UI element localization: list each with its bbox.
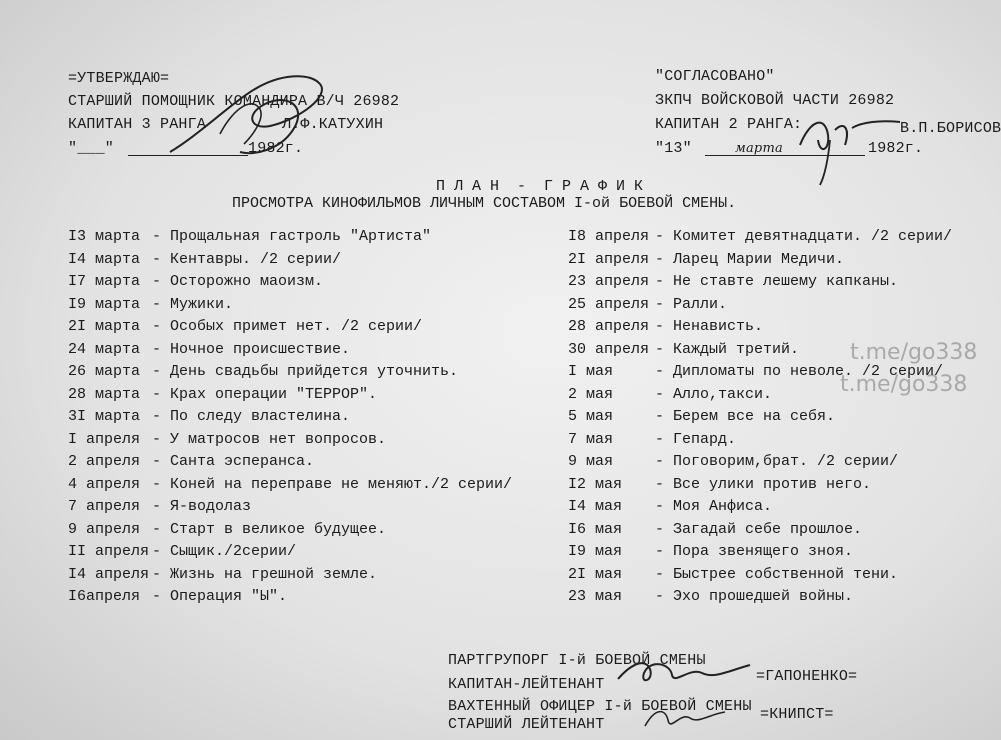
schedule-left-film: - Я-водолаз bbox=[152, 498, 252, 515]
watermark-text-2: t.me/go338 bbox=[840, 372, 968, 397]
schedule-right-date: 23 апреля bbox=[568, 273, 650, 290]
schedule-left-date: 2 апреля bbox=[68, 453, 141, 470]
agree-position: ЗКПЧ ВОЙСКОВОЙ ЧАСТИ 26982 bbox=[655, 92, 895, 109]
schedule-left-date: I7 марта bbox=[68, 273, 141, 290]
schedule-left-film: - Ночное происшествие. bbox=[152, 340, 351, 358]
schedule-left-film: - Сыщик./2серии/ bbox=[152, 543, 297, 560]
schedule-left-film: - День свадьбы прийдется уточнить. bbox=[152, 363, 459, 380]
schedule-left-film: - У матросов нет вопросов. bbox=[152, 430, 387, 448]
schedule-left-film: - Кентавры. /2 серии/ bbox=[152, 250, 342, 268]
schedule-right-film: - Все улики против него. bbox=[655, 475, 872, 493]
schedule-left-date: 4 апреля bbox=[68, 475, 141, 493]
schedule-right-date: 5 мая bbox=[568, 408, 614, 425]
schedule-right-date: 7 мая bbox=[568, 430, 614, 448]
schedule-left-date: 24 марта bbox=[68, 340, 141, 358]
schedule-right-film: - Загадай себе прошлое. bbox=[655, 520, 863, 538]
agree-date: "13" bbox=[655, 140, 692, 157]
approve-heading: =УТВЕРЖДАЮ= bbox=[68, 70, 170, 87]
schedule-right-film: - Поговорим,брат. /2 серии/ bbox=[655, 453, 899, 470]
schedule-right-date: I4 мая bbox=[568, 498, 623, 515]
schedule-left-film: - Осторожно маоизм. bbox=[152, 273, 324, 290]
schedule-right-film: - Комитет девятнадцати. /2 серии/ bbox=[655, 228, 953, 245]
schedule-left-film: - Старт в великое будущее. bbox=[152, 520, 387, 538]
schedule-right-date: 25 апреля bbox=[568, 295, 650, 313]
agree-year: 1982г. bbox=[868, 140, 924, 157]
footer-signature-2 bbox=[640, 698, 730, 738]
schedule-left-film: - Коней на переправе не меняют./2 серии/ bbox=[152, 475, 513, 493]
schedule-left-film: - По следу властелина. bbox=[152, 408, 351, 425]
schedule-right-film: - Берем все на себя. bbox=[655, 408, 836, 425]
schedule-right-film: - Ларец Марии Медичи. bbox=[655, 250, 845, 268]
footer-line-4: СТАРШИЙ ЛЕЙТЕНАНТ bbox=[448, 716, 605, 733]
schedule-left-film: - Жизнь на грешной земле. bbox=[152, 565, 378, 583]
schedule-left-date: 2I марта bbox=[68, 318, 141, 335]
doc-title: П Л А Н - Г Р А Ф И К bbox=[436, 178, 644, 195]
schedule-right-film: - Каждый третий. bbox=[655, 340, 800, 358]
agree-rank: КАПИТАН 2 РАНГА: bbox=[655, 116, 803, 133]
agree-month: марта bbox=[735, 141, 783, 156]
schedule-right-date: I6 мая bbox=[568, 520, 623, 538]
schedule-left-film: - Крах операции "ТЕРРОР". bbox=[152, 385, 378, 403]
schedule-right-film: - Ненависть. bbox=[655, 318, 764, 335]
schedule-left-film: - Мужики. bbox=[152, 295, 234, 313]
approve-rank: КАПИТАН 3 РАНГА bbox=[68, 116, 207, 133]
agree-signature bbox=[790, 100, 910, 190]
approve-signature bbox=[160, 64, 350, 164]
schedule-left-date: I3 марта bbox=[68, 228, 141, 245]
approve-position: СТАРШИЙ ПОМОЩНИК КОМАНДИРА В/Ч 26982 bbox=[68, 93, 400, 110]
schedule-left-film: - Прощальная гастроль "Артиста" bbox=[152, 228, 432, 245]
schedule-right-film: - Эхо прошедшей войны. bbox=[655, 588, 854, 605]
footer-name-1: =ГАПОНЕНКО= bbox=[756, 668, 858, 685]
schedule-right-film: - Не ставте лешему капканы. bbox=[655, 273, 899, 290]
schedule-left-date: I9 марта bbox=[68, 295, 141, 313]
approve-year: 1982г. bbox=[248, 140, 304, 157]
schedule-left-date: I6апреля bbox=[68, 588, 141, 605]
agree-heading: "СОГЛАСОВАНО" bbox=[655, 68, 775, 85]
watermark-text-1: t.me/go338 bbox=[850, 340, 978, 365]
schedule-left-date: I4 марта bbox=[68, 250, 141, 268]
schedule-right-date: I9 мая bbox=[568, 543, 623, 560]
footer-line-2: КАПИТАН-ЛЕЙТЕНАНТ bbox=[448, 676, 605, 693]
approve-name: Л.Ф.КАТУХИН bbox=[282, 116, 384, 133]
schedule-right-date: 23 мая bbox=[568, 588, 623, 605]
doc-subtitle: ПРОСМОТРА КИНОФИЛЬМОВ ЛИЧНЫМ СОСТАВОМ I-ой БОЕВОЙ СМЕНЫ. bbox=[232, 195, 737, 212]
schedule-right-film: - Быстрее собственной тени. bbox=[655, 565, 899, 583]
schedule-right-film: - Моя Анфиса. bbox=[655, 498, 773, 515]
schedule-left-date: 3I марта bbox=[68, 408, 141, 425]
schedule-right-film: - Гепард. bbox=[655, 430, 737, 448]
schedule-left-film: - Санта эсперанса. bbox=[152, 453, 315, 470]
schedule-right-date: I8 апреля bbox=[568, 228, 650, 245]
agree-name: В.П.БОРИСОВ bbox=[900, 120, 1001, 137]
footer-signature-1 bbox=[610, 645, 760, 695]
schedule-left-date: 26 марта bbox=[68, 363, 141, 380]
schedule-right-date: 2 мая bbox=[568, 385, 614, 403]
schedule-left-date: I4 апреля bbox=[68, 565, 150, 583]
schedule-right-film: - Пора звенящего зноя. bbox=[655, 543, 854, 560]
schedule-right-date: 2I мая bbox=[568, 565, 623, 583]
footer-name-2: =КНИПСТ= bbox=[760, 706, 834, 723]
schedule-left-film: - Операция "Ы". bbox=[152, 588, 288, 605]
schedule-right-date: 28 апреля bbox=[568, 318, 650, 335]
schedule-right-date: 2I апреля bbox=[568, 250, 650, 268]
schedule-left-date: 9 апреля bbox=[68, 520, 141, 538]
schedule-right-film: - Дипломаты по неволе. /2 серии/ bbox=[655, 363, 944, 380]
approve-date-prefix: "___" bbox=[68, 140, 115, 157]
schedule-left-date: 7 апреля bbox=[68, 498, 141, 515]
schedule-left-date: I апреля bbox=[68, 430, 141, 448]
schedule-right-date: 30 апреля bbox=[568, 340, 650, 358]
schedule-right-film: - Ралли. bbox=[655, 295, 728, 313]
schedule-left-date: 28 марта bbox=[68, 385, 141, 403]
footer-line-1: ПАРТГРУПОРГ I-й БОЕВОЙ СМЕНЫ bbox=[448, 652, 706, 669]
schedule-right-film: - Алло,такси. bbox=[655, 385, 773, 403]
schedule-left-date: II апреля bbox=[68, 543, 150, 560]
footer-line-3: ВАХТЕННЫЙ ОФИЦЕР I-й БОЕВОЙ СМЕНЫ bbox=[448, 698, 752, 715]
schedule-right-date: I мая bbox=[568, 363, 614, 380]
schedule-right-date: 9 мая bbox=[568, 453, 614, 470]
schedule-left-film: - Особых примет нет. /2 серии/ bbox=[152, 318, 423, 335]
schedule-right-date: I2 мая bbox=[568, 475, 623, 493]
